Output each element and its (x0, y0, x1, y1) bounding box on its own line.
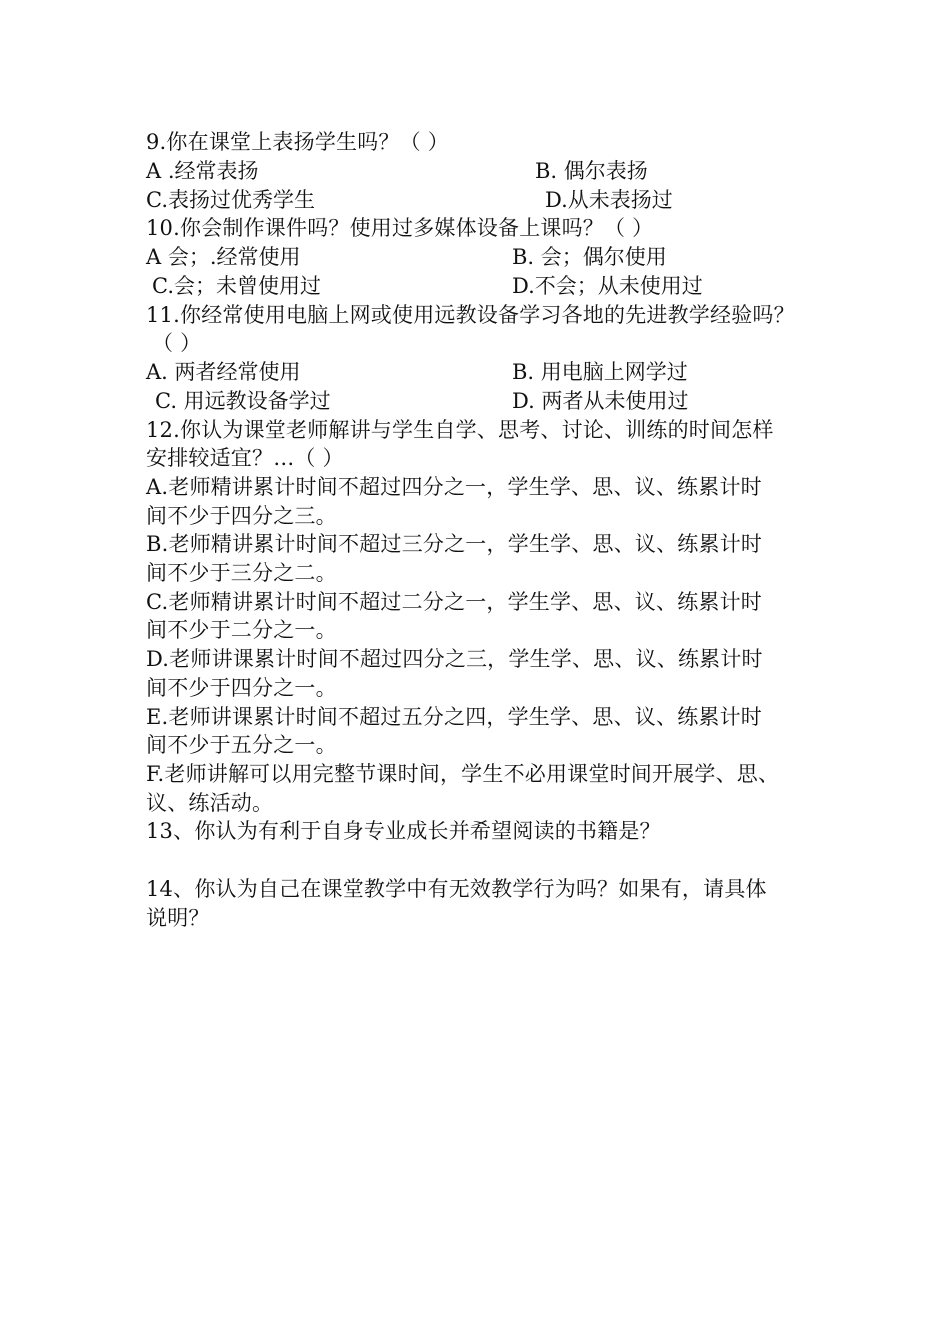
q12-option-a-line2: 间不少于四分之三。 (146, 504, 337, 528)
q10-question: 10.你会制作课件吗？使用过多媒体设备上课吗？（ ） (146, 216, 654, 240)
q11-question-line1: 11.你经常使用电脑上网或使用远教设备学习各地的先进教学经验吗？ (146, 303, 795, 327)
q10-option-c: C.会；未曾使用过 (152, 274, 321, 298)
q9-option-a: A .经常表扬 (146, 159, 259, 183)
q10-option-d: D.不会；从未使用过 (512, 274, 703, 298)
q11-option-d: D. 两者从未使用过 (512, 389, 689, 413)
q11-question-line2: （ ） (152, 331, 202, 355)
q12-question-line1: 12.你认为课堂老师解讲与学生自学、思考、讨论、训练的时间怎样 (146, 418, 774, 442)
q12-option-e-line1: E.老师讲课累计时间不超过五分之四，学生学、思、议、练累计时 (146, 705, 763, 729)
q12-option-c-line1: C.老师精讲累计时间不超过二分之一，学生学、思、议、练累计时 (146, 590, 762, 614)
q12-option-c-line2: 间不少于二分之一。 (146, 618, 337, 642)
q11-option-b: B. 用电脑上网学过 (512, 360, 688, 384)
q10-option-b: B. 会；偶尔使用 (512, 245, 667, 269)
q12-option-d-line1: D.老师讲课累计时间不超过四分之三，学生学、思、议、练累计时 (146, 647, 763, 671)
q10-option-a: A 会；.经常使用 (146, 245, 301, 269)
q12-option-f-line2: 议、练活动。 (146, 791, 274, 815)
q12-option-d-line2: 间不少于四分之一。 (146, 676, 337, 700)
q13-question: 13、你认为有利于自身专业成长并希望阅读的书籍是？ (146, 819, 661, 843)
q11-option-a: A. 两者经常使用 (146, 360, 301, 384)
q12-option-a-line1: A.老师精讲累计时间不超过四分之一，学生学、思、议、练累计时 (146, 475, 762, 499)
q11-option-c: C. 用远教设备学过 (155, 389, 331, 413)
q9-option-c: C.表扬过优秀学生 (146, 188, 315, 212)
q12-option-b-line1: B.老师精讲累计时间不超过三分之一，学生学、思、议、练累计时 (146, 532, 763, 556)
q12-question-line2: 安排较适宜？…（ ） (146, 446, 344, 470)
q14-question-line1: 14、你认为自己在课堂教学中有无效教学行为吗？如果有，请具体 (146, 877, 767, 901)
q14-question-line2: 说明？ (146, 906, 210, 930)
q9-option-b: B. 偶尔表扬 (535, 159, 648, 183)
q9-question: 9.你在课堂上表扬学生吗？（ ） (146, 130, 449, 154)
q9-option-d: D.从未表扬过 (545, 188, 673, 212)
q12-option-e-line2: 间不少于五分之一。 (146, 733, 337, 757)
q12-option-b-line2: 间不少于三分之二。 (146, 561, 337, 585)
q12-option-f-line1: F.老师讲解可以用完整节课时间，学生不必用课堂时间开展学、思、 (146, 762, 780, 786)
